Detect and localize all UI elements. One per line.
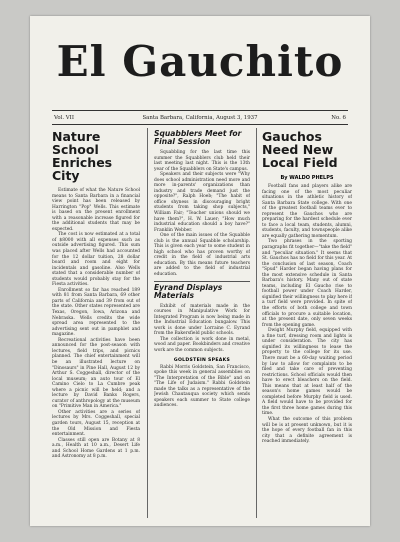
paragraph: Dwight Murphy field, equipped with a fine turf, dressing room and lights is under consideration. The city has signified its willingness to lease the property to the college for its use. There must be a 60-day waiting period by law to allow for complaints to be filed and take care of preventing restrictions. School officials would then have to erect bleachers on the field. This means that at least half of the season's home games would be completed before Murphy field is used. A field would have to be provided for the first three home games during this time. (262, 328, 352, 417)
headline-eyrand: Eyrand Displays Materials (154, 282, 223, 300)
volume-label: Vol. VII (54, 115, 74, 121)
dateline (52, 113, 348, 123)
paragraph: Football fans and players alike are facing one of the most peculiar situations in the athletic history of Santa Barbara State college. With one of the greatest football teams ever to represent the Gauchos who are preparing for the hardest schedule ever to face a local team, students, alumni, students, faculty, and townspeople alike are equally gathering momentum. (262, 184, 352, 239)
paragraph: Exhibit of materials made in the courses in Manipulative Work for Integrated Program is now being made in the Industrial Education bungalow. This work is done under Lorraine C. Eyrand from the Bakersfield public schools. (154, 303, 250, 337)
masthead: El Gauchito (56, 37, 344, 86)
article-body-goldstein (154, 365, 250, 409)
paragraph: The collection is work done in metal, wood and paper. Bookbinders and creative work are the common subjects. (154, 336, 250, 353)
paragraph: Enrollment so far has reached 189 with 81 from Santa Barbara, 69 other parts of California and 39 from out of the state. Other states represented are Texas, Oregon, Iowa, Arizona and Nebraska. Wells credits the wide spread area represented to the advertising sent out in pamphlet and magazine. (52, 287, 140, 338)
column-divider (256, 128, 257, 518)
column-squabblers (154, 128, 250, 520)
column-divider (147, 128, 148, 518)
paragraph: Rabbi Morris Goldstein, San Francisco, spoke this week in general assemblies on "The Interpretation of the Bible" and on "The Life of Judaism." Rabbi Goldstein made the talks as a representative of the Jewish Chautauqua society which sends speakers each summer to State college audiences. (154, 364, 250, 409)
masthead-rule-bottom (52, 124, 348, 125)
article-divider (154, 281, 250, 282)
column-gauchos-field (262, 128, 352, 520)
masthead-rule-top (52, 110, 348, 111)
newspaper-page (30, 16, 370, 526)
byline: By WALDO PHELPS (280, 175, 334, 181)
paragraph: The cost is now estimated at a total of $8000 with all expenses such as outside advertising figured. This sum was placed after Wells had accounted for the 12 dollar tuition, 28 dollar board and room and eight for incidentals and gasoline. Also Wells stated that a considerable number of students would probably stay for the Fiesta activities. (52, 232, 140, 288)
paragraph: Squabbling for the last time this summer the Squabblers club held their last meeting last night. This is the 13th year of the Squabblers on State's campus. (154, 150, 250, 172)
headline-gauchos-field: Gauchos Need New Local Field (262, 129, 338, 170)
paragraph: Recreational activities have been announced for the post-season with lectures, field trips, and picnics planned. The chief entertainment will be an illustrated lecture on "Dinosaurs" in Pine Hall, August 12 by Arthur S. Coggeshall, director of the local museum; an auto tour of El Camino Cielo to La Cumbre peak where a picnic will be held; and a lecture by David Banks Rogers, curator of anthropology at the museum on "Primitive Man in America." (52, 337, 140, 410)
paragraph: Estimate of what the Nature School means to Santa Barbara in a financial view point has been released by Harrington "Pop" Wells. This estimate is based on the present enrollment with a reasonable increase figured for the additional students that may be expected. (52, 188, 140, 232)
article-body-eyrand (154, 304, 250, 354)
paragraph: Classes still open are Botany at 8 a.m., Health at 10 a.m., Desert Life and School Home Gardens at 1 p.m. and Astronomy at 8 p.m. (52, 437, 140, 460)
paragraph: Two phrases in the sporting paragraphs fit together—"take the field" and "peculiar situation." It seems that St. Gauchos has no field for this year. At the conclusion of last season, Coach "Spud" Harder began having plans for the most extensive schedule in Santa Barbara's history. Many out of state teams, including El Gaucho rise to football power under Coach Harder, signified their willingness to play here if a turf field were provided. In spite of the efforts of both college and town officials to procure a suitable location, at the present date, only seven weeks from the opening game. (262, 239, 352, 328)
paragraph: Other activities are a series of lectures by Mrs. Coggeshall, special garden tours, August 15, reception at the Old Mission and Fiesta entertainment. (52, 409, 140, 438)
paragraph: One of the main issues of the Squabble club is the annual Squabble scholarship. This is given each year to some student in high school who has proven worthy of credit in the field of industrial arts education. By this means future teachers are added to the field of industrial education. (154, 233, 250, 278)
column-nature-school (52, 128, 140, 520)
article-body-squabblers (154, 150, 250, 278)
paragraph: Speakers and their subjects were "Why does school administration need more and more in-parents' organizations than industry and trade demand just the opposite?", Ralph Hoeb; "The habit of office shyness in discouraging bright students from taking shop subjects," William Fair; "Teacher unions should we have them?", H. W. Lauer; "How much industrial education should a boy have?" Franklin Webber. (154, 172, 250, 233)
article-body-gauchos-field (262, 184, 352, 445)
paragraph: What the outcome of this problem will be is at present unknown, but it is the hope of every football fan in this city that a definite agreement is reached immediately. (262, 416, 352, 445)
place-date-label: Santa Barbara, California, August 3, 1937 (142, 115, 258, 121)
headline-squabblers: Squabblers Meet for Final Session (154, 129, 242, 146)
article-body-nature-school (52, 188, 140, 460)
issue-number-label: No. 6 (331, 115, 346, 121)
subhead-goldstein: GOLDSTEIN SPEAKS (173, 357, 231, 363)
headline-nature-school: Nature School Enriches City (52, 129, 113, 183)
